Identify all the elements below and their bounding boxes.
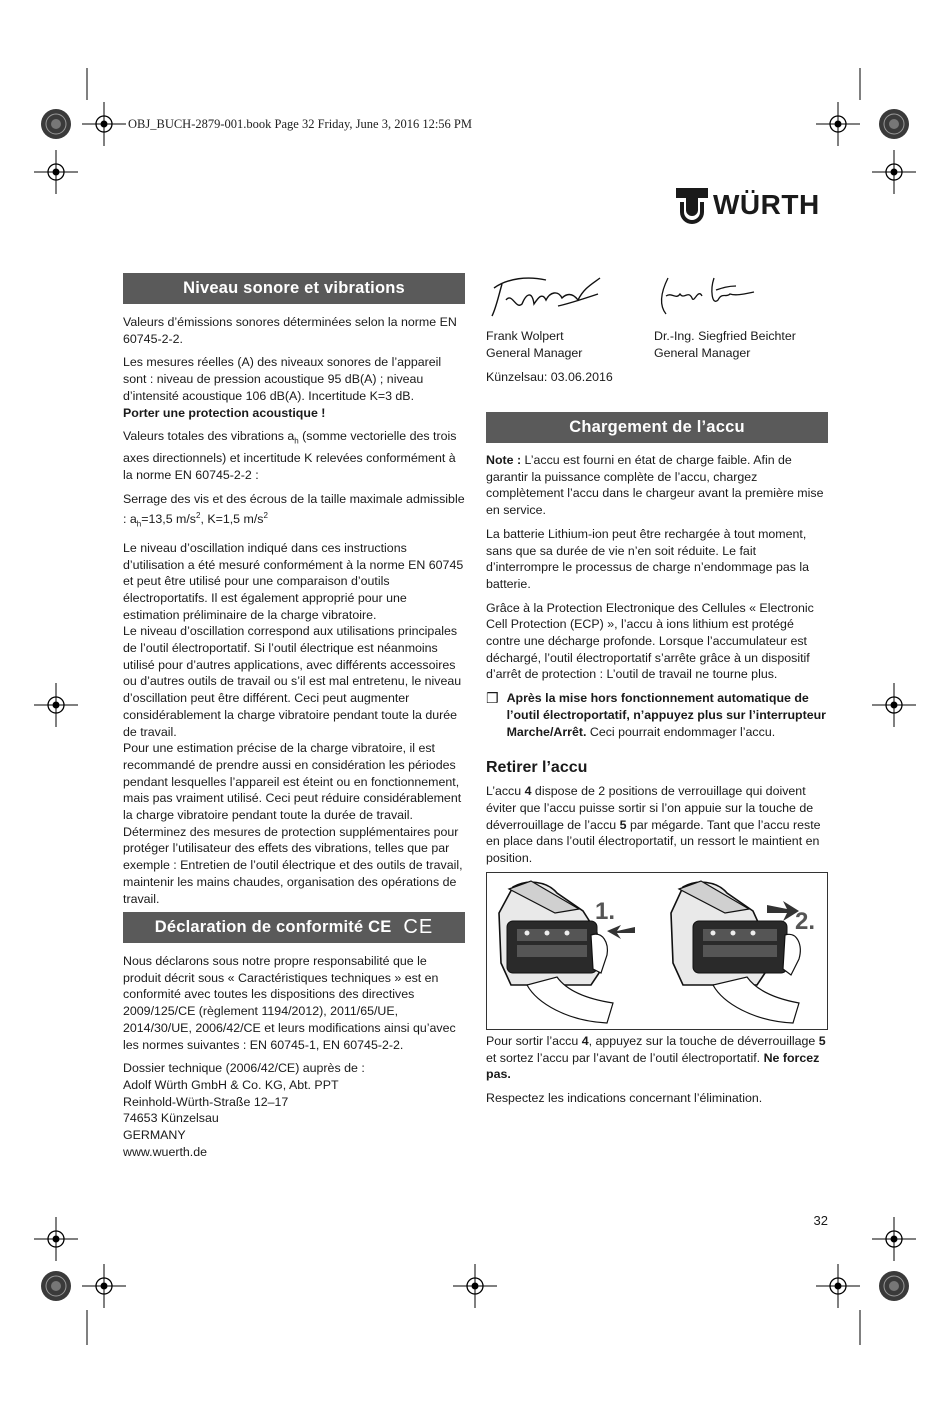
address-line-1: Dossier technique (2006/42/CE) auprès de : [123, 1061, 365, 1076]
sound-para-2: Les mesures réelles (A) des niveaux sonores de l’appareil sont : niveau de pression acoustique 95 dB(A) ; niveau d’intensité acoustique 106 dB(A). Incertitude K=3 dB. [123, 355, 442, 403]
warning-item [486, 690, 828, 747]
right-column-bottom [486, 1033, 828, 1114]
section-title-charging: Chargement de l’accu [486, 412, 828, 443]
address-line-3: Reinhold-Würth-Straße 12–17 [123, 1094, 289, 1109]
left-column-declaration [123, 912, 465, 1160]
charging-para-1: La batterie Lithium-ion peut être rechargée à tout moment, sans que sa durée de vie n’en soit réduite. Le fait d’interrompre le processus de charge n’endommage pas la batterie. [486, 526, 810, 591]
signatory-1 [486, 328, 582, 362]
left-column [123, 273, 465, 914]
serrage-para: Serrage des vis et des écrous de la taille maximale admissible : $a_h=13,5$ $m/s^2$, K=1,5 $m/s^2$ [123, 491, 465, 529]
checkbox-bullet-icon: ❒ [486, 690, 499, 707]
signatory-1-role: General Manager [486, 346, 583, 360]
charging-para-2: Grâce à la Protection Electronique des Cellules « Electronic Cell Protection (ECP) », l’accu à ions lithium est protégé contre une décharge profonde. Lorsque l’accumulateur est déchargé, l’outil électroportatif s’arrête grâce à un dispositif d’arrêt de protection : L’outil de travail ne tourne plus. [486, 600, 814, 682]
oscillation-para-1: Le niveau d’oscillation indiqué dans ces instructions d’utilisation a été mesuré conformément à la norme EN 60745 et peut être utilisé pour une comparaison d’outils électroportatifs. Il est également approprié pour une estimation préliminaire de la charge vibratoire. [123, 540, 464, 622]
disposal-note: Respectez les indications concernant l’élimination. [486, 1091, 763, 1106]
illustration-caption: Pour sortir l’accu 4, appuyez sur la touche de déverrouillage 5 et sortez l’accu par l’avant de l’outil électroportatif. Ne forcez pas. [486, 1034, 826, 1082]
address-line-2: Adolf Würth GmbH & Co. KG, Abt. PPT [123, 1077, 339, 1092]
wurth-logo-icon [676, 188, 708, 224]
right-column [486, 412, 828, 874]
signatory-2-name: Dr.-Ing. Siegfried Beichter [654, 329, 796, 343]
place-date: Künzelsau: 03.06.2016 [486, 370, 613, 384]
address-line-4: 74653 Künzelsau [123, 1111, 219, 1126]
oscillation-para-4: Déterminez des mesures de protection supplémentaires pour protéger l’utilisateur des effets des vibrations, telles que par exemple : Entretien de l’outil électrique et des outils de travail, maintenir les mains chaudes, organisation des opérations de travail. [123, 824, 463, 906]
battery-removal-drawing [487, 873, 827, 1029]
signatory-2 [654, 328, 796, 362]
book-header: OBJ_BUCH-2879-001.book Page 32 Friday, June 3, 2016 12:56 PM [128, 117, 472, 131]
section-title-sound: Niveau sonore et vibrations [123, 273, 465, 304]
step2-label: 2. [795, 908, 816, 935]
vibration-para: Valeurs totales des vibrations $a_h$ (somme vectorielle des trois axes directionnels) et incertitude K relevées conformément à la norme EN 60745-2-2 : [123, 429, 457, 483]
sound-warning: Porter une protection acoustique ! [123, 405, 326, 420]
address-website[interactable]: www.wuerth.de [123, 1144, 208, 1159]
signatory-2-role: General Manager [654, 346, 751, 360]
warning-text: Après la mise hors fonctionnement automatique de l’outil électroportatif, n’appuyez plus sur l’interrupteur Marche/Arrêt. Ceci pourrait endommager l’accu. [506, 691, 826, 739]
ce-mark-icon: CE [403, 916, 434, 938]
declaration-para: Nous déclarons sous notre propre responsabilité que le produit décrit sous « Caractéristiques techniques » est en conformité avec toutes les dispositions des directives 2009/125/CE (règlement 1194/2012), 2011/65/UE, 2014/30/UE, 2006/42/CE et leurs modifications ainsi qu’avec les normes suivantes : EN 60745-1, EN 60745-2-2. [123, 954, 456, 1052]
step1-label: 1. [595, 898, 616, 925]
signatory-1-name: Frank Wolpert [486, 329, 564, 343]
signature-beichter [654, 270, 779, 322]
declaration-title-text: Déclaration de conformité CE [154, 918, 392, 936]
battery-removal-illustration [486, 872, 828, 1030]
wurth-logo [676, 186, 836, 226]
oscillation-para-3: Pour une estimation précise de la charge vibratoire, il est recommandé de prendre aussi en considération les périodes pendant lesquelles l’appareil est éteint ou en fonctionnement, mais pas vraiment utilisé. Ceci peut réduire considérablement la charge vibratoire pendant toute la durée de travail. [123, 741, 462, 823]
note-para: Note : L’accu est fourni en état de charge faible. Afin de garantir la puissance complète de l’accu, chargez complètement l’accu dans le chargeur avant la première mise en service. [486, 453, 824, 518]
wurth-logo-text: WÜRTH [713, 189, 820, 220]
page-number: 32 [813, 1213, 828, 1228]
signature-wolpert [488, 270, 613, 322]
step2-drawing [671, 881, 800, 1023]
address-line-5: GERMANY [123, 1128, 186, 1143]
sound-para-1: Valeurs d’émissions sonores déterminées selon la norme EN 60745-2-2. [123, 315, 457, 346]
subhead-retirer: Retirer l’accu [486, 759, 588, 777]
section-title-declaration [123, 912, 465, 943]
oscillation-para-2: Le niveau d’oscillation correspond aux utilisations principales de l’outil électroportatif. Si l’outil électrique est néanmoins utilisé pour d’autres applications, avec différents accessoires ou d’autres outils de travail ou s’il est mal entretenu, le niveau d’oscillation peut être différent. Ceci peut augmenter considérablement la charge vibratoire pendant toute la durée de travail. [123, 624, 462, 739]
retirer-para: L’accu 4 dispose de 2 positions de verrouillage qui doivent éviter que l’accu puisse sortir si l’on appuie sur la touche de déverrouillage de l’accu 5 par mégarde. Tant que l’accu reste en place dans l’outil électroportatif, un ressort le maintient en position. [486, 784, 821, 866]
